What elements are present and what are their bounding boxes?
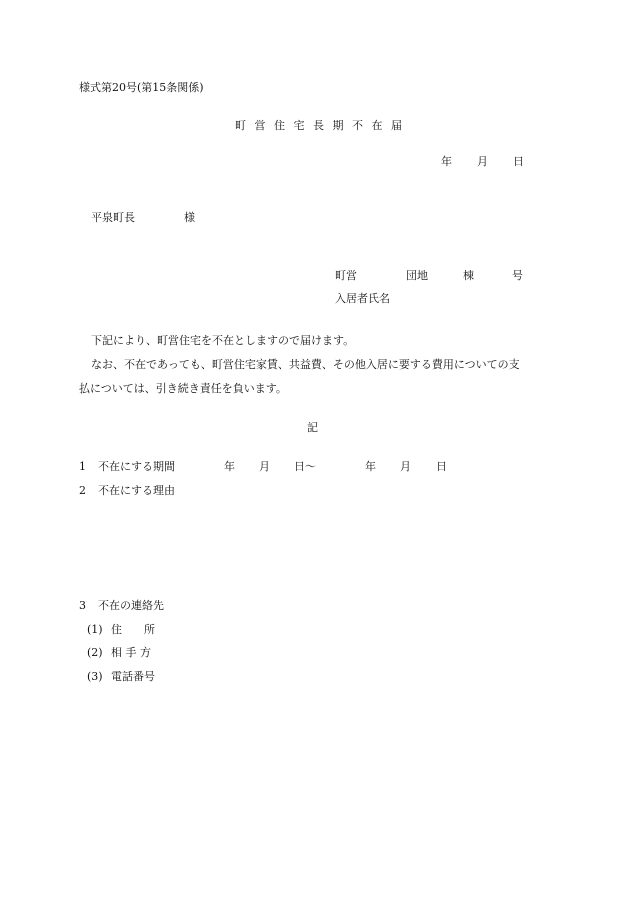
record-heading: 記 — [307, 421, 318, 434]
date-year-label: 年 — [441, 155, 452, 168]
body-paragraph-2-line-1: なお、不在であっても、町営住宅家賃、共益費、その他入居に要する費用についての支 — [91, 358, 520, 371]
item-1-label: 不在にする期間 — [98, 460, 175, 473]
item-2-number: 2 — [79, 484, 86, 497]
resident-name-label: 入居者氏名 — [335, 292, 390, 305]
addressee-name: 平泉町長 — [91, 211, 135, 224]
body-paragraph-2-line-2: 払については、引き続き責任を負います。 — [79, 382, 287, 395]
address-room-label: 号 — [512, 269, 523, 282]
period-from-month-label: 月 — [259, 460, 270, 473]
contact-phone-label: 電話番号 — [111, 670, 155, 683]
address-building-label: 棟 — [463, 269, 474, 282]
contact-subitem-3-number: (3) — [87, 670, 103, 683]
contact-party-label: 相 手 方 — [111, 646, 151, 659]
period-from-year-label: 年 — [224, 460, 235, 473]
contact-subitem-2-number: (2) — [87, 646, 103, 659]
body-paragraph-1: 下記により、町営住宅を不在としますので届けます。 — [91, 334, 355, 347]
address-complex-label: 団地 — [406, 269, 428, 282]
item-1-number: 1 — [79, 460, 86, 473]
form-number: 様式第20号(第15条関係) — [79, 81, 204, 94]
addressee-honorific: 様 — [184, 211, 195, 224]
period-from-day-label: 日〜 — [294, 460, 316, 473]
address-town-label: 町営 — [335, 269, 357, 282]
contact-address-label: 住 所 — [111, 623, 155, 636]
period-to-day-label: 日 — [436, 460, 447, 473]
document-title: 町 営 住 宅 長 期 不 在 届 — [235, 119, 405, 132]
contact-subitem-1-number: (1) — [87, 623, 103, 636]
period-to-month-label: 月 — [400, 460, 411, 473]
item-3-number: 3 — [79, 599, 86, 612]
item-2-label: 不在にする理由 — [98, 484, 175, 497]
date-day-label: 日 — [513, 155, 524, 168]
item-3-label: 不在の連絡先 — [98, 599, 164, 612]
period-to-year-label: 年 — [365, 460, 376, 473]
date-month-label: 月 — [477, 155, 488, 168]
